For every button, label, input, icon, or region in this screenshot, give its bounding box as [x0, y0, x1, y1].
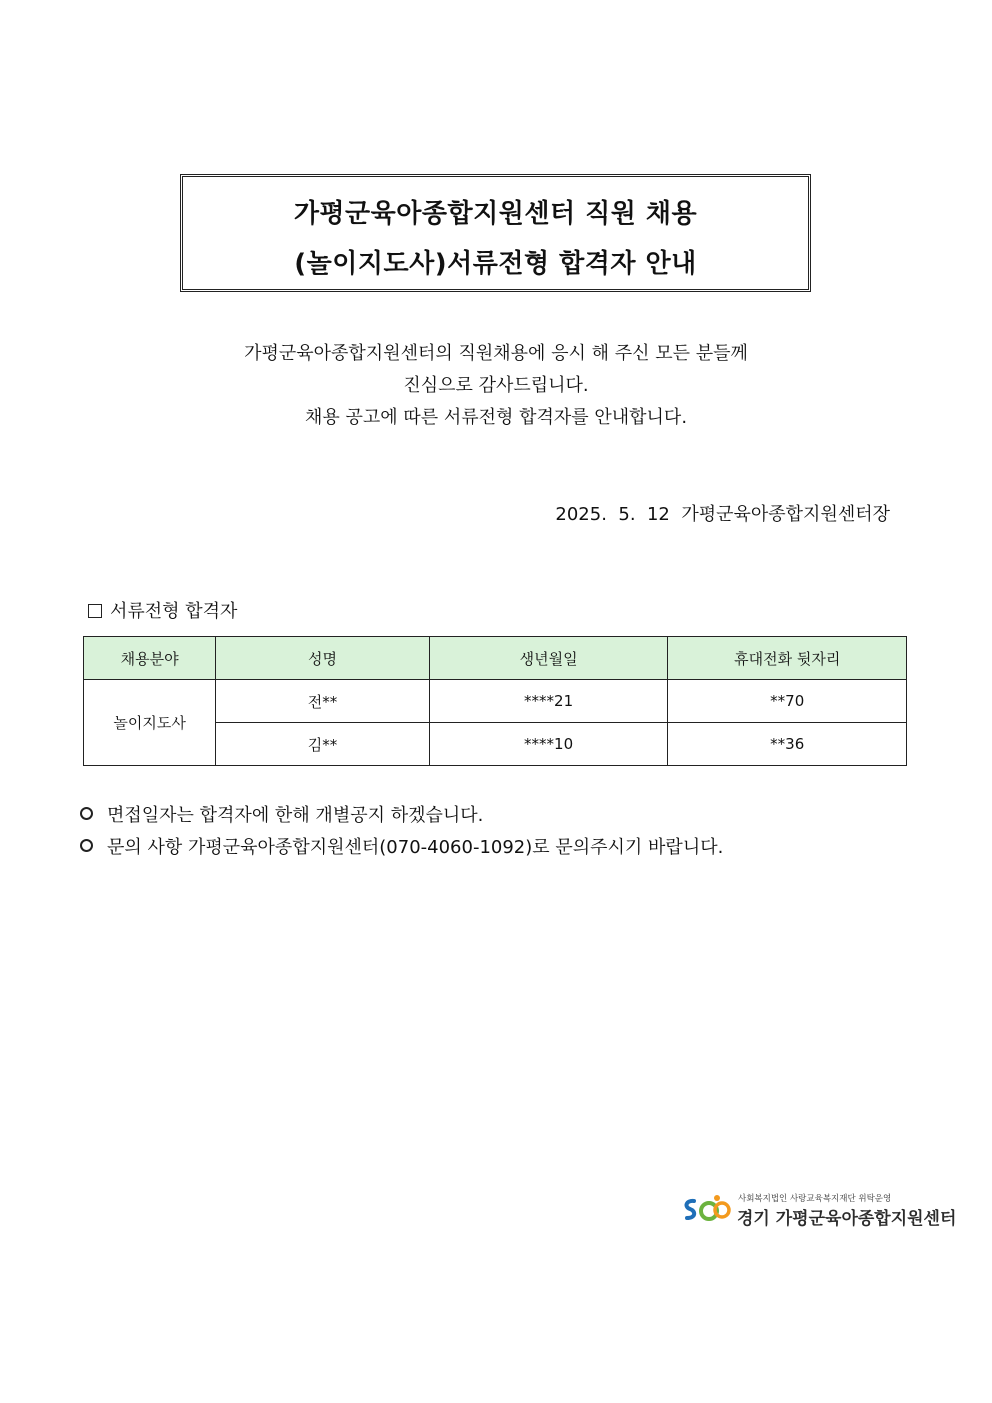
result-table	[83, 636, 907, 766]
bullet-circle-icon	[80, 839, 93, 852]
cell-birth: ****21	[429, 680, 668, 723]
bullet-circle-icon	[80, 807, 93, 820]
cell-phone: **70	[668, 680, 907, 723]
logo-mark-icon	[680, 1192, 734, 1228]
header-name: 성명	[216, 637, 430, 680]
cell-field: 놀이지도사	[84, 680, 216, 766]
note-text: 문의 사항 가평군육아종합지원센터(070-4060-1092)로 문의주시기 바랍니다.	[107, 837, 724, 858]
header-birth: 생년월일	[429, 637, 668, 680]
section-title-text: 서류전형 합격자	[110, 601, 238, 622]
center-logo	[680, 1190, 957, 1230]
note-text: 면접일자는 합격자에 한해 개별공지 하겠습니다.	[107, 805, 484, 826]
issue-date: 2025. 5. 12	[555, 504, 670, 525]
cell-phone: **36	[668, 723, 907, 766]
section-title	[88, 597, 237, 623]
intro-line: 가평군육아종합지원센터의 직원채용에 응시 해 주신 모든 분들께	[244, 343, 748, 364]
notes	[80, 800, 723, 864]
cell-birth: ****10	[429, 723, 668, 766]
issuer: 가평군육아종합지원센터장	[681, 504, 890, 525]
note-item	[80, 800, 723, 832]
intro-line: 채용 공고에 따른 서류전형 합격자를 안내합니다.	[304, 407, 688, 428]
table-row	[84, 680, 907, 723]
logo-subtitle: 사회복지법인 사랑교육복지재단 위탁운영	[738, 1194, 892, 1204]
title-box	[180, 174, 811, 292]
logo-name: 경기 가평군육아종합지원센터	[737, 1209, 957, 1229]
header-field: 채용분야	[84, 637, 216, 680]
signature-line	[555, 500, 890, 526]
title-line-1: 가평군육아종합지원센터 직원 채용	[293, 199, 698, 229]
header-phone: 휴대전화 뒷자리	[668, 637, 907, 680]
intro-line: 진심으로 감사드립니다.	[403, 375, 589, 396]
cell-name: 전**	[216, 680, 430, 723]
note-item	[80, 832, 723, 864]
intro-text	[0, 338, 992, 434]
checkbox-square-icon	[88, 604, 102, 618]
table-header-row	[84, 637, 907, 680]
cell-name: 김**	[216, 723, 430, 766]
title-line-2: (놀이지도사)서류전형 합격자 안내	[294, 249, 697, 279]
